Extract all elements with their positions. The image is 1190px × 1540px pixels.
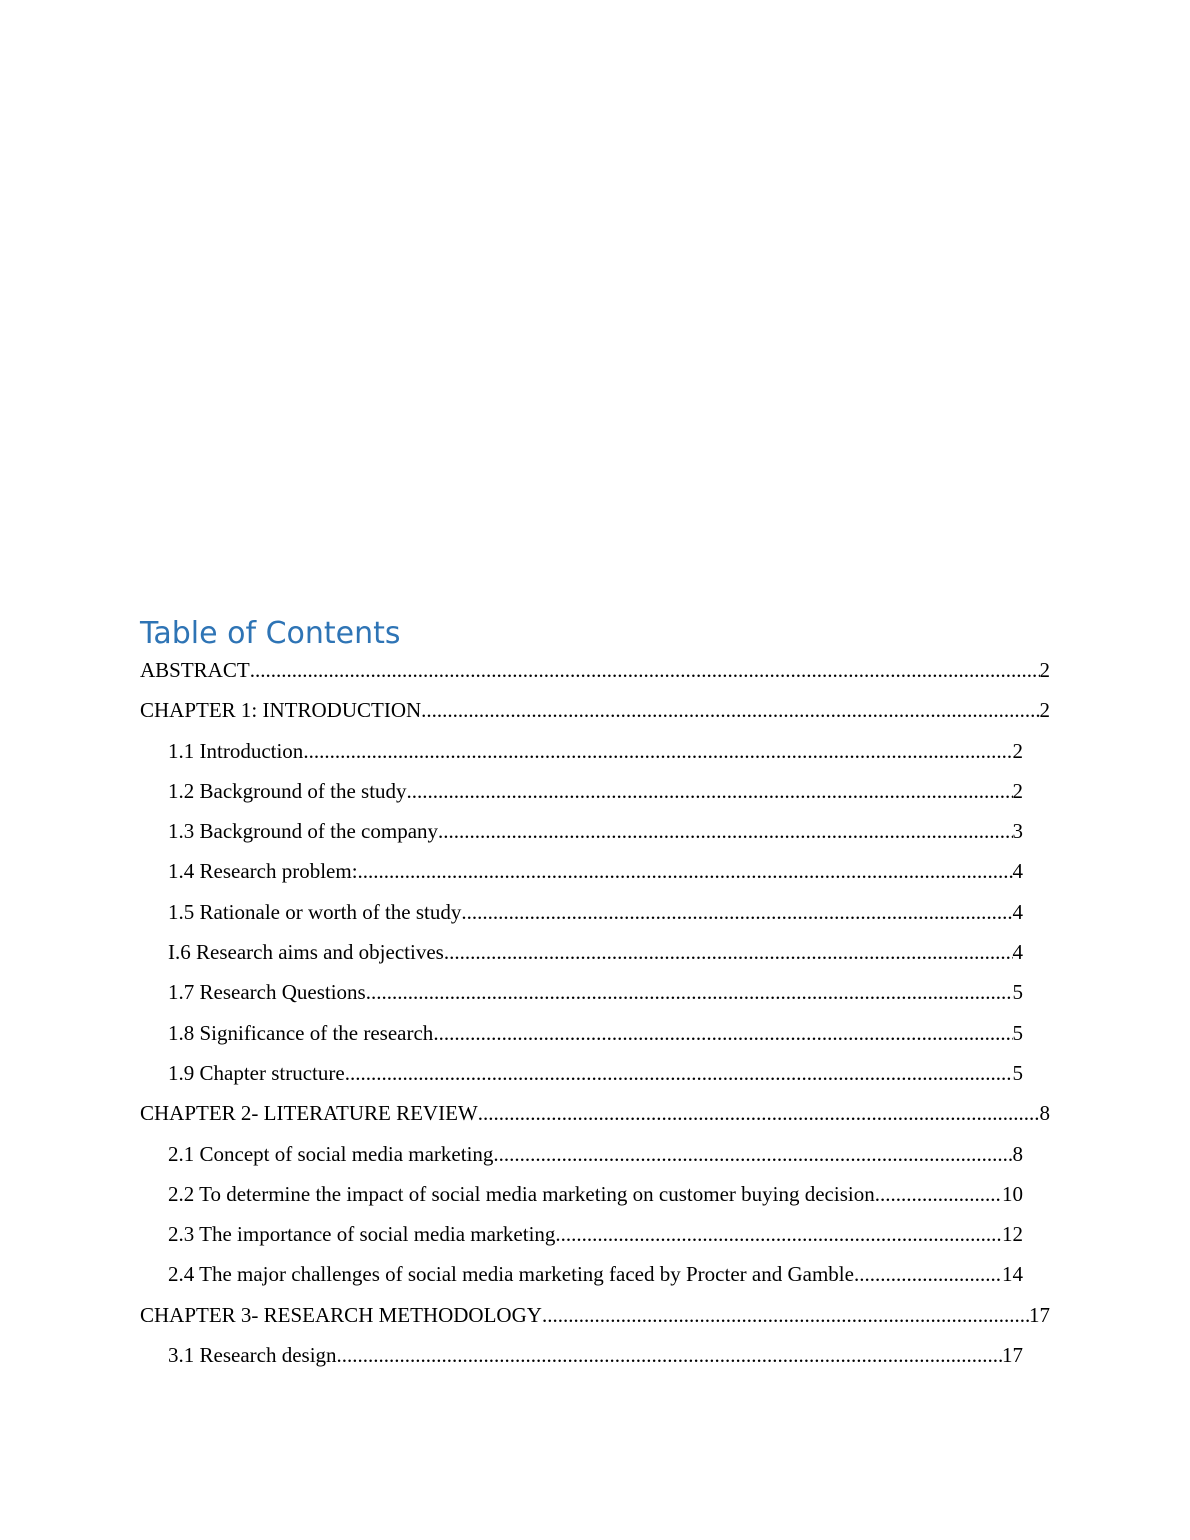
toc-dot-leader [366, 972, 1013, 1012]
toc-entry-page: 17 [1002, 1343, 1023, 1368]
toc-dot-leader [303, 731, 1012, 771]
toc-entry[interactable] [140, 1295, 1050, 1335]
toc-entry-page: 5 [1012, 1020, 1023, 1045]
toc-dot-leader [542, 1295, 1029, 1335]
toc-entry-label: 1.9 Chapter structure [168, 1060, 345, 1085]
toc-entry[interactable] [168, 1174, 1023, 1214]
toc-entry-page: 2 [1039, 698, 1050, 723]
toc-entry-label: 1.4 Research problem: [168, 859, 358, 884]
toc-entry-label: 2.2 To determine the impact of social media marketing on customer buying decision. [168, 1181, 880, 1206]
toc-entry-label: ABSTRACT [140, 658, 250, 682]
toc-dot-leader [433, 1013, 1012, 1053]
toc-entry-label: 1.7 Research Questions [168, 980, 366, 1005]
toc-entry-label: 2.1 Concept of social media marketing [168, 1141, 494, 1166]
toc-dot-leader [493, 1134, 1012, 1174]
toc-entry-page: 8 [1039, 1101, 1050, 1126]
toc-title: Table of Contents [140, 616, 401, 651]
toc-dot-leader [444, 932, 1013, 972]
toc-entry[interactable] [168, 771, 1023, 811]
toc-entry[interactable] [168, 731, 1023, 771]
toc-entry-page: 4 [1012, 940, 1023, 965]
toc-dot-leader [478, 1093, 1040, 1133]
toc-entry-page: 5 [1012, 980, 1023, 1005]
toc-dot-leader [880, 1174, 1002, 1214]
toc-dot-leader [358, 851, 1013, 891]
toc-dot-leader [438, 811, 1012, 851]
toc-dot-leader [337, 1335, 1002, 1375]
toc-entry[interactable] [168, 1134, 1023, 1174]
toc-entry-page: 12 [1002, 1222, 1023, 1247]
toc-dot-leader [407, 771, 1013, 811]
toc-entry-label: 1.8 Significance of the research [168, 1020, 434, 1045]
toc-entry[interactable] [168, 892, 1023, 932]
toc-entry-label: 2.3 The importance of social media marketing [168, 1222, 556, 1247]
toc-dot-leader [345, 1053, 1013, 1093]
toc-entry-label: CHAPTER 3- RESEARCH METHODOLOGY [140, 1302, 542, 1327]
toc-dot-leader [421, 690, 1039, 730]
toc-entry-label: 1.2 Background of the study [168, 778, 407, 803]
toc-entry[interactable] [168, 1335, 1023, 1375]
toc-entry[interactable] [168, 972, 1023, 1012]
toc-entry[interactable] [168, 1254, 1023, 1294]
toc-dot-leader [555, 1214, 1002, 1254]
toc-dot-leader [250, 650, 1040, 690]
toc-entry-page: 8 [1012, 1141, 1023, 1166]
toc-entry-label: 1.5 Rationale or worth of the study [168, 899, 462, 924]
toc-entry[interactable] [168, 1053, 1023, 1093]
toc-entry-label: 1.1 Introduction [168, 738, 304, 763]
toc-entry[interactable] [168, 932, 1023, 972]
toc-entry-page: 2 [1039, 658, 1050, 682]
toc-entry-label: CHAPTER 1: INTRODUCTION [140, 698, 422, 723]
toc-entry-page: 4 [1012, 859, 1023, 884]
toc-entry[interactable] [168, 811, 1023, 851]
toc-entry[interactable] [168, 1013, 1023, 1053]
toc-list [140, 650, 1060, 1375]
toc-entry-page: 2 [1012, 778, 1023, 803]
toc-entry-label: 2.4 The major challenges of social media marketing faced by Procter and Gamble [168, 1262, 854, 1287]
toc-entry-page: 17 [1029, 1302, 1050, 1327]
toc-entry[interactable] [140, 650, 1050, 690]
toc-entry-page: 10 [1002, 1181, 1023, 1206]
toc-entry-label: CHAPTER 2- LITERATURE REVIEW [140, 1101, 478, 1126]
toc-entry-page: 4 [1012, 899, 1023, 924]
toc-entry[interactable] [140, 1093, 1050, 1133]
toc-entry[interactable] [168, 851, 1023, 891]
toc-dot-leader [854, 1254, 1002, 1294]
toc-entry-label: 3.1 Research design [168, 1343, 337, 1368]
toc-entry-label: 1.3 Background of the company [168, 819, 439, 844]
toc-entry[interactable] [168, 1214, 1023, 1254]
toc-entry-page: 5 [1012, 1060, 1023, 1085]
toc-entry[interactable] [140, 690, 1050, 730]
toc-entry-page: 2 [1012, 738, 1023, 763]
toc-entry-page: 14 [1002, 1262, 1023, 1287]
toc-entry-page: 3 [1012, 819, 1023, 844]
toc-entry-label: I.6 Research aims and objectives [168, 940, 444, 965]
toc-dot-leader [461, 892, 1012, 932]
